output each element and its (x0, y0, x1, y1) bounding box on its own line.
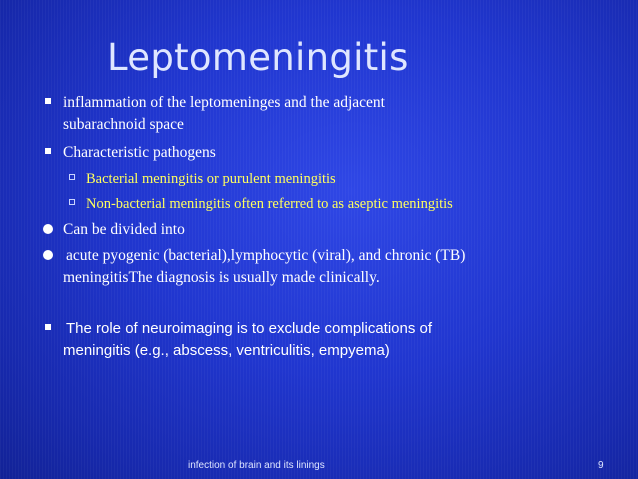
square-bullet-icon (45, 98, 51, 104)
hollow-square-bullet-icon (69, 174, 75, 180)
round-bullet-icon (43, 224, 53, 234)
bullet-text: inflammation of the leptomeninges and the adjacent (63, 94, 385, 111)
page-number: 9 (598, 460, 604, 471)
bullet-text: Characteristic pathogens (63, 144, 216, 161)
bullet-text-continuation: meningitis (e.g., abscess, ventriculitis, empyema) (63, 342, 390, 359)
footer-text: infection of brain and its linings (188, 460, 325, 471)
bullet-text-continuation: meningitisThe diagnosis is usually made clinically. (63, 269, 380, 286)
bullet-text: Can be divided into (63, 221, 185, 238)
round-bullet-icon (43, 250, 53, 260)
slide-title: Leptomeningitis (107, 36, 409, 79)
hollow-square-bullet-icon (69, 199, 75, 205)
square-bullet-icon (45, 324, 51, 330)
square-bullet-icon (45, 148, 51, 154)
bullet-text: acute pyogenic (bacterial),lymphocytic (viral), and chronic (TB) (66, 247, 466, 264)
bullet-text: The role of neuroimaging is to exclude complications of (66, 320, 433, 337)
sub-bullet-text: Bacterial meningitis or purulent meningitis (86, 171, 336, 187)
sub-bullet-text: Non-bacterial meningitis often referred to as aseptic meningitis (86, 196, 453, 212)
bullet-text-continuation: subarachnoid space (63, 116, 184, 133)
